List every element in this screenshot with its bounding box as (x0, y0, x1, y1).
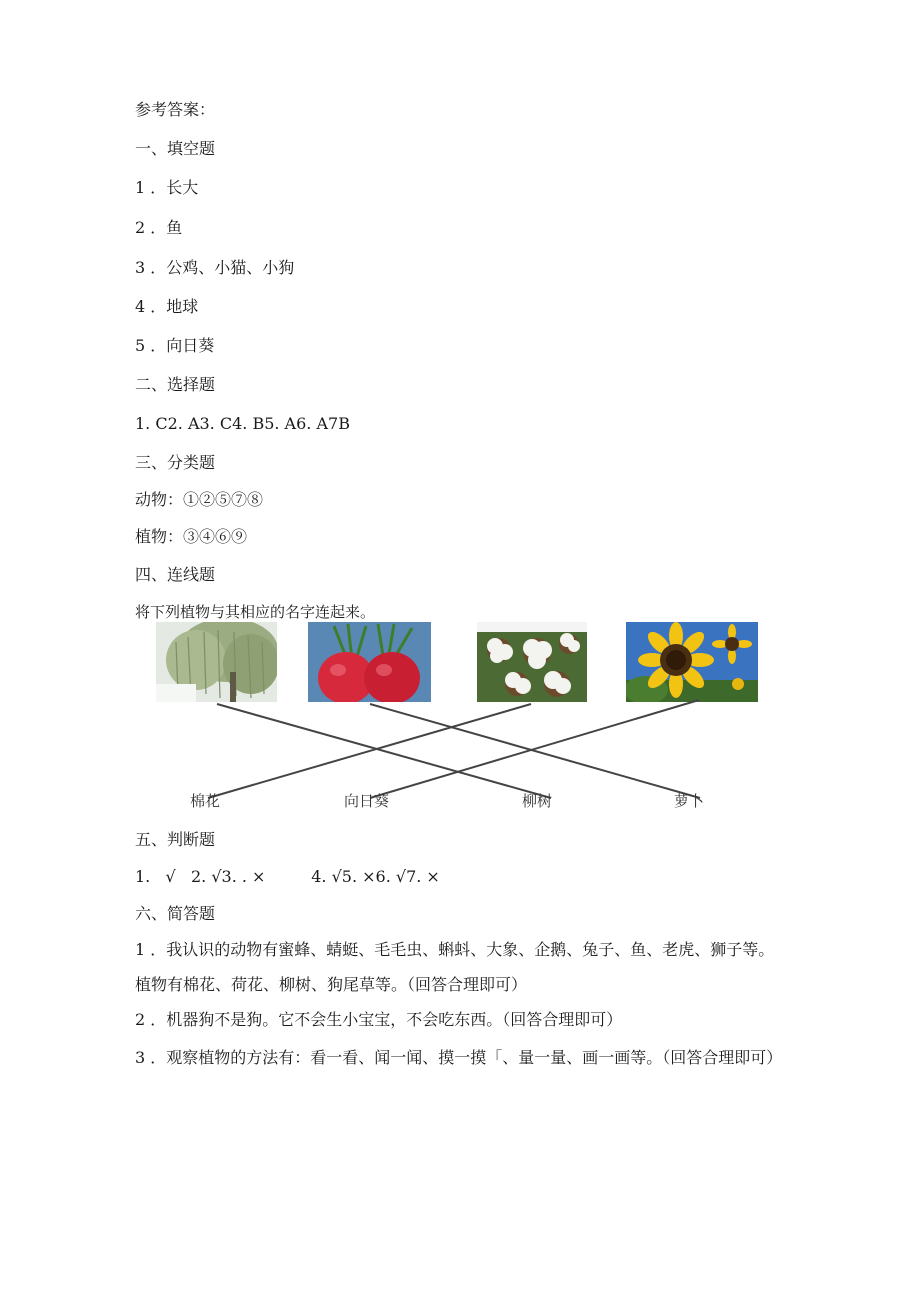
short-answer-2: 2 ．机器狗不是狗。它不会生小宝宝，不会吃东西。（回答合理即可） (135, 1010, 623, 1029)
classify-plants: 植物：③④⑥⑨ (135, 527, 248, 546)
answer-key-heading: 参考答案： (135, 100, 216, 119)
name-label-xiangrikui: 向日葵 (344, 792, 390, 810)
fill-blank-item-1: 1 ．长大 (135, 178, 199, 197)
short-answer-1: 1 ．我认识的动物有蜜蜂、蜻蜓、毛毛虫、蝌蚪、大象、企鹅、兔子、鱼、老虎、狮子等。植物有棉花、荷花、柳树、狗尾草等。（回答合理即可） (135, 940, 775, 994)
section-short-answer-title: 六、简答题 (135, 904, 216, 923)
fill-blank-item-2: 2 ．鱼 (135, 218, 183, 237)
choice-answers: 1. C2. A3. C4. B5. A6. A7B (135, 414, 350, 433)
section-choice-title: 二、选择题 (135, 375, 216, 394)
section-fill-blank-title: 一、填空题 (135, 139, 216, 158)
fill-blank-item-3: 3 ．公鸡、小猫、小狗 (135, 258, 295, 277)
name-label-luobo: 萝卜 (674, 792, 705, 810)
fill-blank-item-4: 4 ．地球 (135, 297, 199, 316)
fill-blank-item-5: 5 ．向日葵 (135, 336, 215, 355)
section-judge-title: 五、判断题 (135, 830, 216, 849)
line-willow-to-liushu (217, 704, 551, 798)
section-classify-title: 三、分类题 (135, 453, 216, 472)
name-label-mianhua: 棉花 (190, 792, 221, 810)
short-answer-3: 3 ．观察植物的方法有：看一看、闻一闻、摸一摸「、量一量、画一画等。（回答合理即可） (135, 1048, 783, 1067)
matching-instruction: 将下列植物与其相应的名字连起来。 (135, 603, 376, 621)
name-label-liushu: 柳树 (522, 792, 553, 810)
judge-answers: 1. √ 2. √3. . × 4. √5. ×6. √7. × (135, 867, 440, 886)
classify-animals: 动物：①②⑤⑦⑧ (135, 490, 264, 509)
line-cotton-to-mianhua (208, 704, 531, 798)
section-matching-title: 四、连线题 (135, 565, 216, 584)
